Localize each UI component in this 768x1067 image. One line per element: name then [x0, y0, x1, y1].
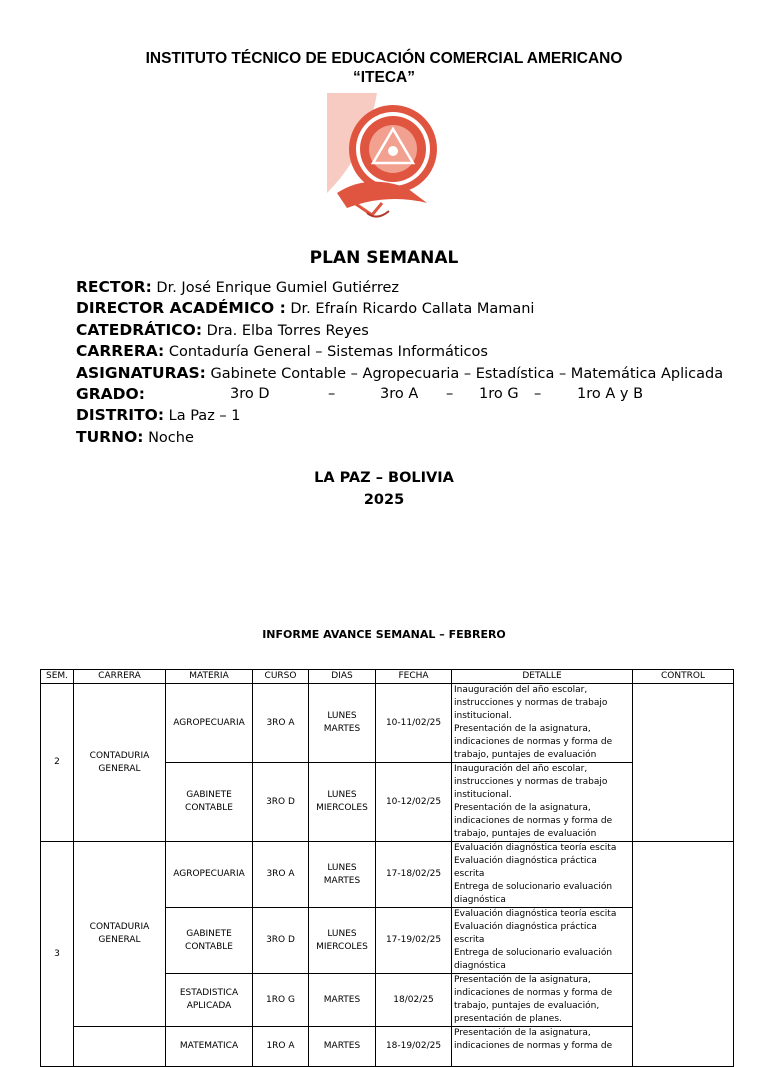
detalle-line: diagnóstica — [454, 895, 506, 905]
grado-row — [76, 384, 723, 405]
detalle-line: trabajo, puntajes de evaluación — [454, 829, 597, 839]
weekly-plan-table — [40, 669, 734, 1067]
detalle-line: indicaciones de normas y forma de — [454, 988, 613, 998]
header-fecha: FECHA — [376, 670, 452, 684]
detalle-line: Entrega de solucionario evaluación — [454, 882, 613, 892]
table-header-row — [41, 670, 734, 684]
grado-value: 3ro A — [380, 385, 419, 402]
curso-cell: 3RO A — [253, 684, 309, 763]
year: 2025 — [363, 492, 405, 508]
table-row — [41, 1027, 734, 1067]
table-row — [41, 842, 734, 908]
detalle-line: Evaluación diagnóstica teoría escita — [454, 843, 617, 853]
grado-value: 1ro G — [479, 385, 519, 402]
grado-separator: – — [328, 385, 336, 402]
grado-label: GRADO: — [76, 384, 145, 403]
header-dias: DIAS — [309, 670, 376, 684]
plan-title: PLAN SEMANAL — [309, 248, 459, 268]
dias-cell: LUNES MIERCOLES — [309, 908, 376, 974]
distrito-label: DISTRITO: — [76, 406, 165, 425]
fecha-cell: 17-18/02/25 — [376, 842, 452, 908]
detalle-line: diagnóstica — [454, 961, 506, 971]
fecha-cell: 18/02/25 — [376, 974, 452, 1027]
director-row — [76, 298, 723, 319]
city-country: LA PAZ – BOLIVIA — [314, 470, 454, 486]
catedratico-label: CATEDRÁTICO: — [76, 320, 203, 339]
curso-cell: 3RO D — [253, 763, 309, 842]
detalle-line: indicaciones de normas y forma de — [454, 737, 613, 747]
turno-label: TURNO: — [76, 427, 144, 446]
header-control: CONTROL — [633, 670, 734, 684]
detalle-cell — [452, 684, 633, 763]
institute-name: INSTITUTO TÉCNICO DE EDUCACIÓN COMERCIAL AMERICANO — [145, 50, 623, 67]
detalle-line: indicaciones de normas y forma de — [454, 816, 613, 826]
rector-label: RECTOR: — [76, 278, 152, 296]
detalle-line: institucional. — [454, 711, 512, 721]
detalle-line: trabajo, puntajes de evaluación — [454, 750, 597, 760]
materia-cell: MATEMATICA — [166, 1027, 253, 1067]
detalle-line: presentación de planes. — [454, 1014, 562, 1024]
catedratico-row — [76, 320, 723, 341]
dias-cell: MARTES — [309, 974, 376, 1027]
director-value: Dr. Efraín Ricardo Callata Mamani — [290, 301, 535, 318]
carrera-cell: CONTADURIA GENERAL — [74, 684, 166, 842]
detalle-line: Entrega de solucionario evaluación — [454, 948, 613, 958]
grado-value: 3ro D — [230, 385, 270, 402]
fecha-cell: 10-12/02/25 — [376, 763, 452, 842]
info-block — [76, 277, 723, 448]
asignaturas-label: ASIGNATURAS: — [76, 363, 206, 382]
header-curso: CURSO — [253, 670, 309, 684]
week-number-cell: 3 — [41, 842, 74, 1067]
table-row — [41, 684, 734, 763]
curso-cell: 1RO G — [253, 974, 309, 1027]
detalle-cell — [452, 763, 633, 842]
curso-cell: 1RO A — [253, 1027, 309, 1067]
detalle-line: Presentación de la asignatura, — [454, 1028, 591, 1038]
carrera-row — [76, 341, 723, 362]
rector-row — [76, 277, 723, 298]
carrera-label: CARRERA: — [76, 342, 165, 361]
grado-separator: – — [534, 385, 542, 402]
header-sem: SEM. — [41, 670, 74, 684]
turno-value: Noche — [148, 429, 194, 446]
detalle-line: Presentación de la asignatura, — [454, 975, 591, 985]
catedratico-value: Dra. Elba Torres Reyes — [206, 322, 369, 339]
detalle-cell — [452, 908, 633, 974]
grado-value: 1ro A y B — [577, 385, 644, 402]
director-label: DIRECTOR ACADÉMICO : — [76, 299, 286, 318]
control-cell — [633, 684, 734, 842]
distrito-value: La Paz – 1 — [168, 408, 241, 425]
fecha-cell: 10-11/02/25 — [376, 684, 452, 763]
detalle-cell — [452, 842, 633, 908]
iteca-seal-icon — [327, 93, 446, 221]
header-materia: MATERIA — [166, 670, 253, 684]
curso-cell: 3RO A — [253, 842, 309, 908]
week-number-cell: 2 — [41, 684, 74, 842]
asignaturas-value: Gabinete Contable – Agropecuaria – Estadística – Matemática Aplicada — [210, 365, 724, 382]
institute-acronym: “ITECA” — [353, 69, 415, 86]
carrera-value: Contaduría General – Sistemas Informáticos — [168, 344, 488, 361]
detalle-line: indicaciones de normas y forma de — [454, 1041, 613, 1051]
header-detalle: DETALLE — [452, 670, 633, 684]
detalle-line: Presentación de la asignatura, — [454, 803, 591, 813]
detalle-line: Inauguración del año escolar, — [454, 685, 588, 695]
dias-cell: LUNES MIERCOLES — [309, 763, 376, 842]
materia-cell: ESTADISTICA APLICADA — [166, 974, 253, 1027]
detalle-line: trabajo, puntajes de evaluación, — [454, 1001, 600, 1011]
grado-separator: – — [446, 385, 454, 402]
detalle-line: Inauguración del año escolar, — [454, 764, 588, 774]
detalle-line: institucional. — [454, 790, 512, 800]
detalle-line: Evaluación diagnóstica teoría escita — [454, 909, 617, 919]
detalle-line: instrucciones y normas de trabajo — [454, 698, 608, 708]
turno-row — [76, 427, 723, 448]
rector-value: Dr. José Enrique Gumiel Gutiérrez — [156, 280, 399, 296]
dias-cell: MARTES — [309, 1027, 376, 1067]
fecha-cell: 18-19/02/25 — [376, 1027, 452, 1067]
curso-cell: 3RO D — [253, 908, 309, 974]
asignaturas-row — [76, 363, 723, 384]
materia-cell: GABINETE CONTABLE — [166, 763, 253, 842]
dias-cell: LUNES MARTES — [309, 684, 376, 763]
materia-cell: AGROPECUARIA — [166, 842, 253, 908]
control-cell — [633, 842, 734, 1067]
materia-cell: AGROPECUARIA — [166, 684, 253, 763]
fecha-cell: 17-19/02/25 — [376, 908, 452, 974]
dias-cell: LUNES MARTES — [309, 842, 376, 908]
carrera-cell — [74, 1027, 166, 1067]
distrito-row — [76, 405, 723, 426]
header-carrera: CARRERA — [74, 670, 166, 684]
materia-cell: GABINETE CONTABLE — [166, 908, 253, 974]
detalle-cell — [452, 1027, 633, 1067]
detalle-line: instrucciones y normas de trabajo — [454, 777, 608, 787]
carrera-cell: CONTADURIA GENERAL — [74, 842, 166, 1027]
detalle-line: Evaluación diagnóstica práctica escrita — [454, 856, 597, 879]
report-title: INFORME AVANCE SEMANAL – FEBRERO — [262, 628, 506, 641]
detalle-cell — [452, 974, 633, 1027]
detalle-line: Presentación de la asignatura, — [454, 724, 591, 734]
detalle-line: Evaluación diagnóstica práctica escrita — [454, 922, 597, 945]
